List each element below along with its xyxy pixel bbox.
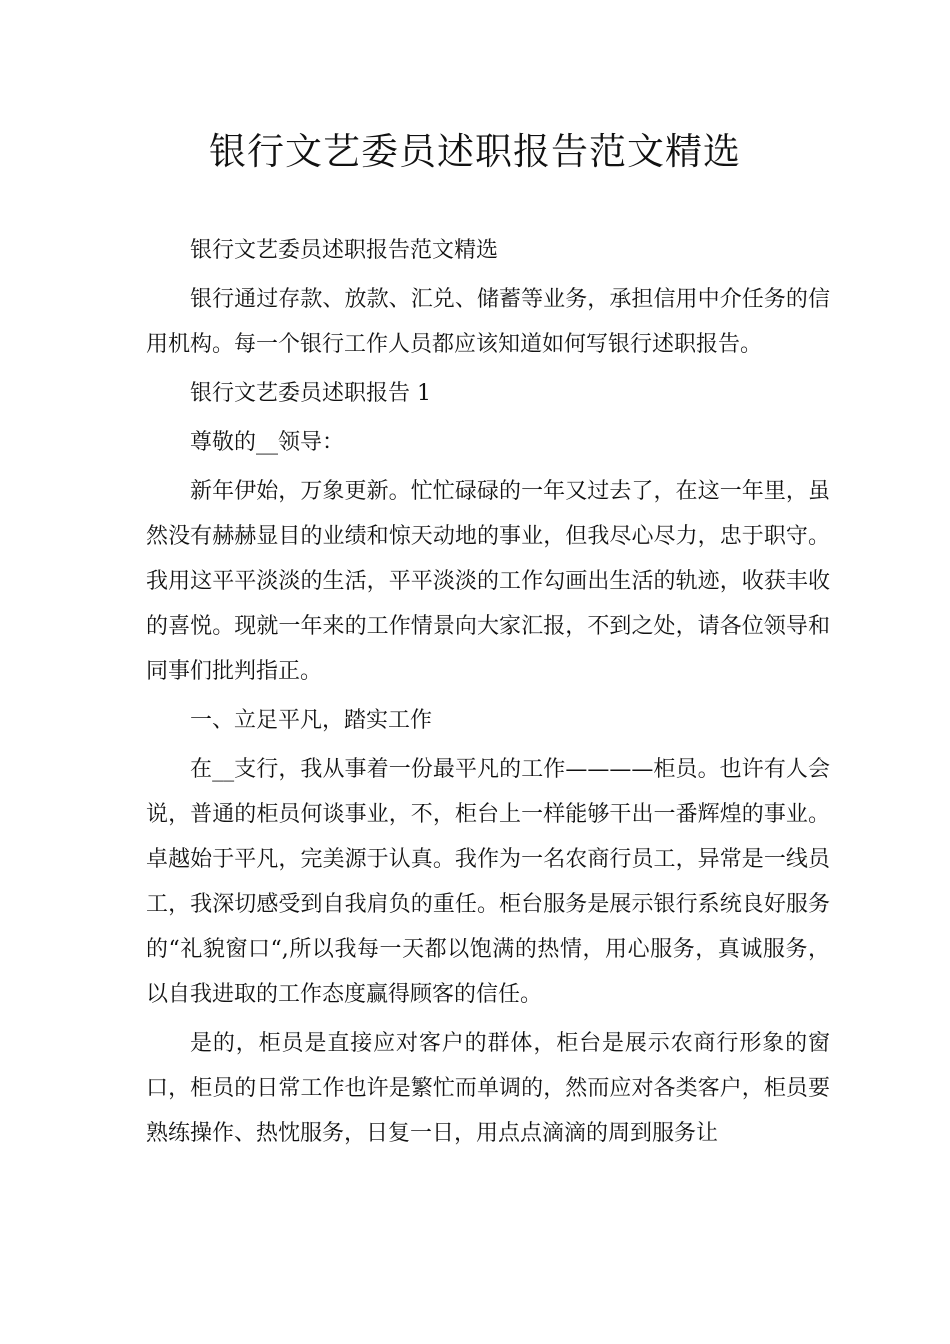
document-title: 银行文艺委员述职报告范文精选 — [209, 130, 741, 173]
paragraph-subtitle: 银行文艺委员述职报告范文精选 — [190, 238, 499, 263]
paragraph-opening: 新年伊始，万象更新。忙忙碌碌的一年又过去了，在这一年里，虽然没有赫赫显目的业绩和惊天动地的事业，但我尽心尽力，忠于职守。我用这平平淡淡的生活，平平淡淡的工作勾画出生活的轨迹，收获丰收的喜悦。现就一年来的工作情景向大家汇报，不到之处，请各位领导和同事们批判指正。 — [146, 479, 830, 684]
paragraph-report-heading: 银行文艺委员述职报告 1 — [190, 381, 431, 406]
paragraph-teller-role: 是的，柜员是直接应对客户的群体，柜台是展示农商行形象的窗口，柜员的日常工作也许是繁忙而单调的，然而应对各类客户，柜员要熟练操作、热忱服务，日复一日，用点点滴滴的周到服务让 — [146, 1031, 830, 1146]
paragraph-section-heading: 一、立足平凡，踏实工作 — [190, 708, 433, 733]
paragraph-work-description: 在__支行，我从事着一份最平凡的工作————柜员。也许有人会说，普通的柜员何谈事业，不，柜台上一样能够干出一番辉煌的事业。卓越始于平凡，完美源于认真。我作为一名农商行员工，异常是一线员工，我深切感受到自我肩负的重任。柜台服务是展示银行系统良好服务的“礼貌窗口“,所以我每一天都以饱满的热情，用心服务，真诚服务，以自我进取的工作态度赢得顾客的信任。 — [146, 757, 830, 1007]
document-body — [146, 228, 830, 1160]
paragraph-intro: 银行通过存款、放款、汇兑、储蓄等业务，承担信用中介任务的信用机构。每一个银行工作人员都应该知道如何写银行述职报告。 — [146, 287, 830, 357]
paragraph-salutation: 尊敬的__领导： — [190, 430, 345, 455]
